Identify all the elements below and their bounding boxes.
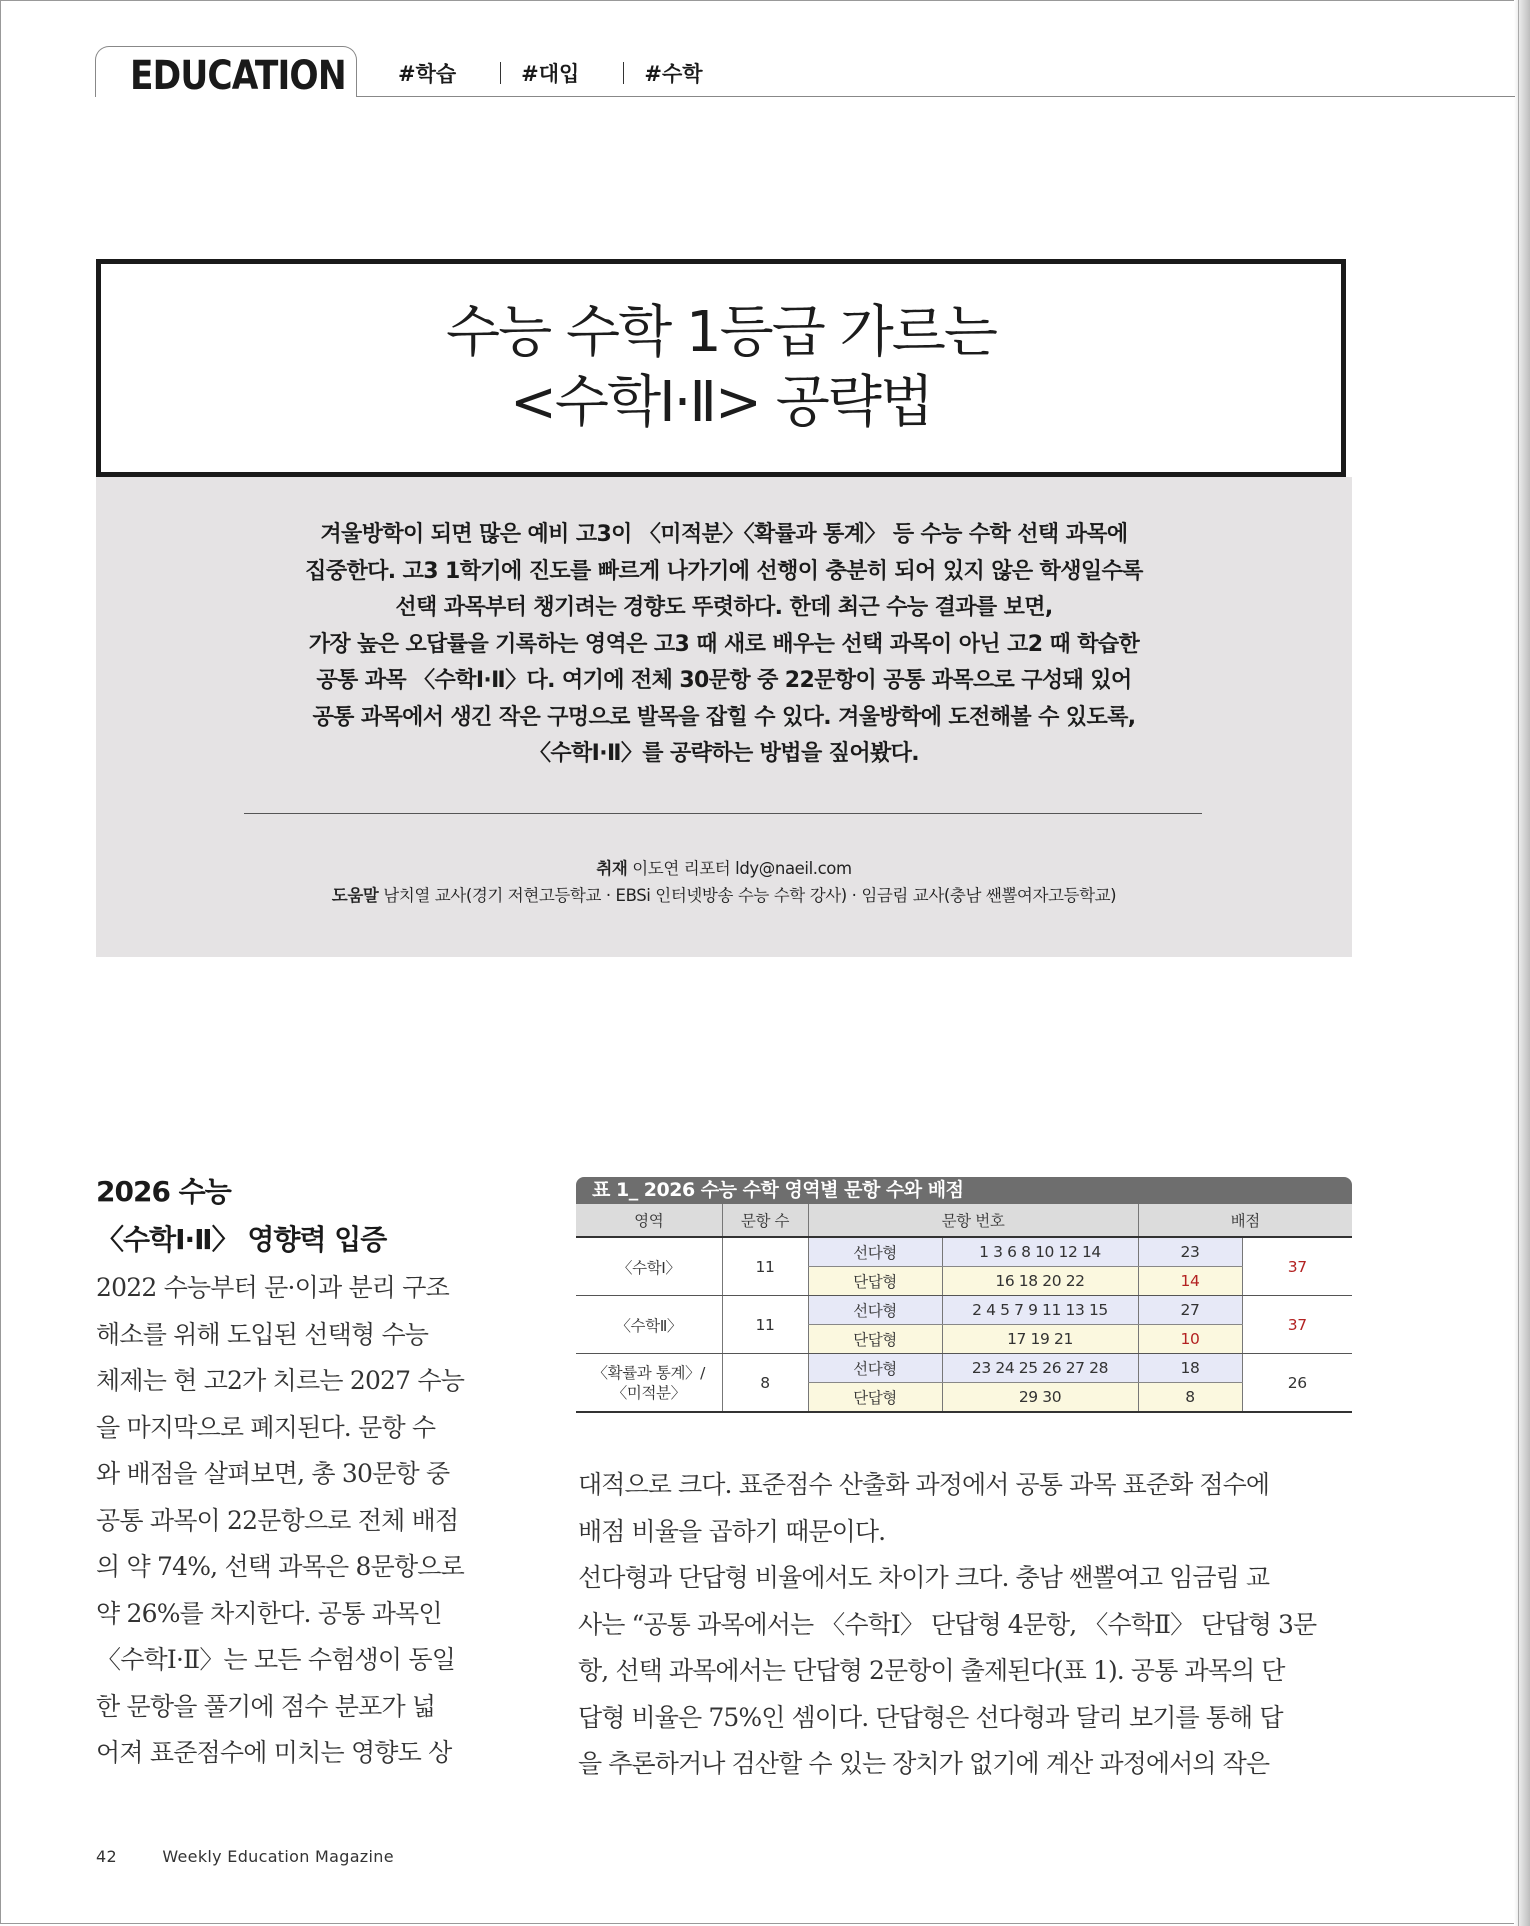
summary-line: 겨울방학이 되면 많은 예비 고3이 〈미적분〉〈확률과 통계〉 등 수능 수학 선택 과목에 bbox=[320, 522, 1128, 547]
body-line: 체제는 현 고2가 치르는 2027 수능 bbox=[96, 1366, 465, 1395]
table-row bbox=[576, 1296, 1352, 1325]
section-heading-line-2: 〈수학Ⅰ·Ⅱ〉 영향력 입증 bbox=[96, 1223, 387, 1256]
cell-type: 선다형 bbox=[808, 1296, 942, 1325]
article-title-box bbox=[96, 259, 1346, 477]
cell-type: 선다형 bbox=[808, 1237, 942, 1267]
body-line: 2022 수능부터 문·이과 분리 구조 bbox=[96, 1273, 450, 1302]
cell-numbers: 1 3 6 8 10 12 14 bbox=[942, 1237, 1138, 1267]
cell-area: 〈수학Ⅱ〉 bbox=[576, 1296, 722, 1354]
cell-type: 선다형 bbox=[808, 1354, 942, 1383]
cell-numbers: 16 18 20 22 bbox=[942, 1267, 1138, 1296]
cell-score: 27 bbox=[1138, 1296, 1242, 1325]
cell-total: 26 bbox=[1242, 1354, 1352, 1413]
cell-numbers: 23 24 25 26 27 28 bbox=[942, 1354, 1138, 1383]
body-line: 의 약 74%, 선택 과목은 8문항으로 bbox=[96, 1552, 465, 1581]
summary-panel bbox=[96, 477, 1352, 957]
body-line: 배점 비율을 곱하기 때문이다. bbox=[578, 1516, 886, 1546]
section-title: EDUCATION bbox=[130, 53, 346, 99]
cell-score: 8 bbox=[1138, 1383, 1242, 1413]
article-title-line-2: <수학Ⅰ·Ⅱ> 공략법 bbox=[509, 370, 932, 435]
right-column-body bbox=[578, 1462, 1353, 1788]
help-credit bbox=[96, 882, 1352, 906]
credit-label: 취재 bbox=[596, 859, 628, 878]
summary-divider bbox=[244, 813, 1202, 814]
cell-score: 14 bbox=[1138, 1267, 1242, 1296]
cell-area: 〈수학Ⅰ〉 bbox=[576, 1237, 722, 1296]
header-count: 문항 수 bbox=[722, 1204, 808, 1237]
table-caption: 표 1_ 2026 수능 수학 영역별 문항 수와 배점 bbox=[576, 1177, 1352, 1204]
help-label: 도움말 bbox=[331, 886, 379, 905]
article-title-line-1: 수능 수학 1등급 가르는 bbox=[446, 300, 996, 365]
summary-line: 공통 과목 〈수학Ⅰ·Ⅱ〉다. 여기에 전체 30문항 중 22문항이 공통 과목으로 구성돼 있어 bbox=[316, 668, 1132, 693]
tag-math: #수학 bbox=[644, 62, 703, 86]
header-score: 배점 bbox=[1138, 1204, 1352, 1237]
reporter-credit bbox=[96, 855, 1352, 879]
body-line: 선다형과 단답형 비율에서도 차이가 크다. 충남 쌘뽈여고 임금림 교 bbox=[578, 1563, 1270, 1592]
body-line: 대적으로 크다. 표준점수 산출화 과정에서 공통 과목 표준화 점수에 bbox=[578, 1470, 1270, 1499]
cell-area bbox=[576, 1354, 722, 1413]
cell-count: 11 bbox=[722, 1237, 808, 1296]
header-numbers: 문항 번호 bbox=[808, 1204, 1138, 1237]
body-line: 와 배점을 살펴보면, 총 30문항 중 bbox=[96, 1459, 450, 1488]
magazine-name: Weekly Education Magazine bbox=[162, 1847, 394, 1866]
body-line: 항, 선택 과목에서는 단답형 2문항이 출제된다(표 1). 공통 과목의 단 bbox=[578, 1656, 1285, 1685]
body-line: 〈수학Ⅰ·Ⅱ〉는 모든 수험생이 동일 bbox=[96, 1645, 456, 1674]
cell-type: 단답형 bbox=[808, 1383, 942, 1413]
summary-line: 선택 과목부터 챙기려는 경향도 뚜렷하다. 한데 최근 수능 결과를 보면, bbox=[395, 595, 1053, 620]
cell-numbers: 2 4 5 7 9 11 13 15 bbox=[942, 1296, 1138, 1325]
left-column-body bbox=[96, 1265, 486, 1777]
cell-area-line: 〈확률과 통계〉/ bbox=[592, 1363, 705, 1382]
body-line: 을 추론하거나 검산할 수 있는 장치가 없기에 계산 과정에서의 작은 bbox=[578, 1749, 1270, 1778]
tag-admission: #대입 bbox=[521, 62, 580, 86]
body-line: 공통 과목이 22문항으로 전체 배점 bbox=[96, 1505, 459, 1535]
score-table bbox=[576, 1177, 1352, 1413]
page-footer bbox=[96, 1847, 394, 1866]
page-curl-edge bbox=[1514, 0, 1530, 1926]
tag-study: #학습 bbox=[398, 62, 457, 86]
summary-line: 공통 과목에서 생긴 작은 구멍으로 발목을 잡힐 수 있다. 겨울방학에 도전해볼 수 있도록, bbox=[312, 704, 1136, 730]
summary-text bbox=[96, 517, 1352, 773]
cell-numbers: 17 19 21 bbox=[942, 1325, 1138, 1354]
cell-score: 23 bbox=[1138, 1237, 1242, 1267]
body-line: 답형 비율은 75%인 셈이다. 단답형은 선다형과 달리 보기를 통해 답 bbox=[578, 1702, 1283, 1732]
score-table-grid bbox=[576, 1204, 1352, 1413]
section-heading-line-1: 2026 수능 bbox=[96, 1175, 231, 1208]
cell-score: 18 bbox=[1138, 1354, 1242, 1383]
body-line: 사는 “공통 과목에서는 〈수학Ⅰ〉 단답형 4문항, 〈수학Ⅱ〉 단답형 3문 bbox=[578, 1609, 1317, 1639]
page-number: 42 bbox=[96, 1847, 117, 1866]
table-header-row bbox=[576, 1204, 1352, 1237]
cell-area-line: 〈미적분〉 bbox=[611, 1383, 686, 1402]
cell-total: 37 bbox=[1242, 1237, 1352, 1296]
cell-numbers: 29 30 bbox=[942, 1383, 1138, 1413]
body-line: 을 마지막으로 폐지된다. 문항 수 bbox=[96, 1412, 436, 1442]
cell-total: 37 bbox=[1242, 1296, 1352, 1354]
summary-line: 가장 높은 오답률을 기록하는 영역은 고3 때 새로 배우는 선택 과목이 아닌 고2 때 학습한 bbox=[308, 631, 1140, 657]
body-line: 한 문항을 풀기에 점수 분포가 넓 bbox=[96, 1691, 436, 1721]
body-line: 약 26%를 차지한다. 공통 과목인 bbox=[96, 1598, 442, 1628]
cell-type: 단답형 bbox=[808, 1267, 942, 1296]
table-row bbox=[576, 1354, 1352, 1383]
credit-text: 이도연 리포터 ldy@naeil.com bbox=[632, 859, 852, 878]
cell-score: 10 bbox=[1138, 1325, 1242, 1354]
cell-type: 단답형 bbox=[808, 1325, 942, 1354]
header-area: 영역 bbox=[576, 1204, 722, 1237]
tag-divider bbox=[500, 62, 501, 84]
summary-line: 〈수학Ⅰ·Ⅱ〉를 공략하는 방법을 짚어봤다. bbox=[528, 741, 920, 766]
help-text: 남치열 교사(경기 저현고등학교 · EBSi 인터넷방송 수능 수학 강사) · 임금림 교사(충남 쌘뽈여자고등학교) bbox=[383, 886, 1117, 905]
body-line: 어져 표준점수에 미치는 영향도 상 bbox=[96, 1738, 452, 1767]
table-row bbox=[576, 1237, 1352, 1267]
tag-list bbox=[398, 58, 703, 88]
cell-count: 8 bbox=[722, 1354, 808, 1413]
body-line: 해소를 위해 도입된 선택형 수능 bbox=[96, 1319, 429, 1349]
tag-divider bbox=[623, 62, 624, 84]
cell-count: 11 bbox=[722, 1296, 808, 1354]
summary-line: 집중한다. 고3 1학기에 진도를 빠르게 나가기에 선행이 충분히 되어 있지 않은 학생일수록 bbox=[305, 558, 1143, 584]
